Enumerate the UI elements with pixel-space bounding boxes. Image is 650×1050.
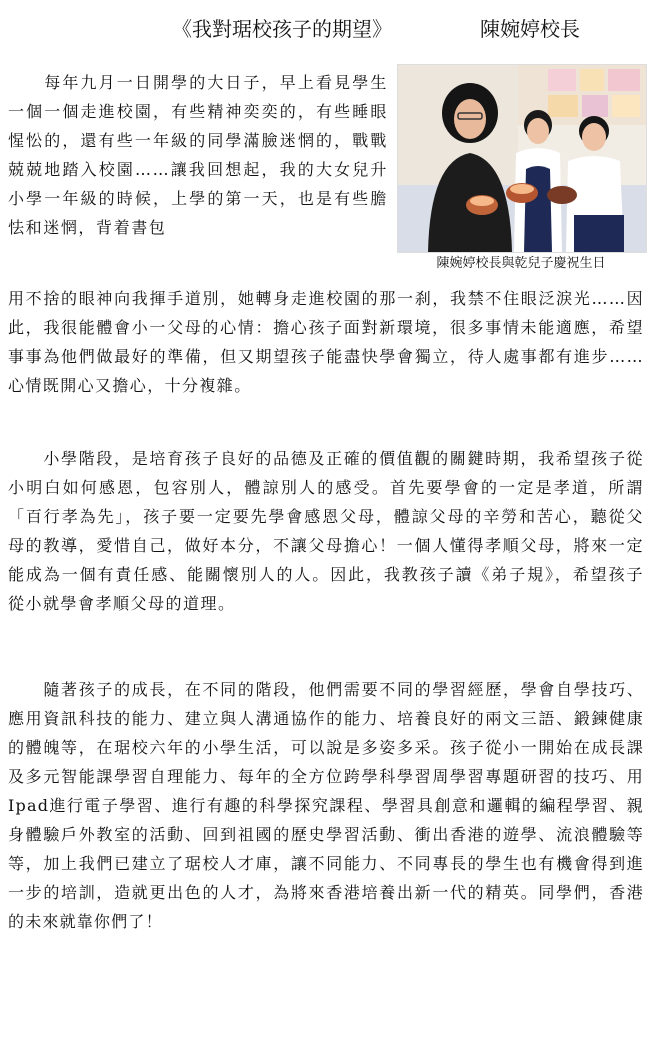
article-title: 《我對琚校孩子的期望》 bbox=[172, 17, 392, 41]
article-author: 陳婉婷校長 bbox=[480, 17, 580, 41]
photo-caption: 陳婉婷校長與乾兒子慶祝生日 bbox=[436, 256, 606, 271]
paragraph-1-top: 每年九月一日開學的大日子，早上看見學生一個一個走進校園，有些精神奕奕的，有些睡眼惺忪的，還有些一年級的同學滿臉迷惘的，戰戰兢兢地踏入校園……讓我回想起，我的大女兒升小學一年級的時候，上學的第一天，也是有些膽怯和迷惘，背着書包 bbox=[8, 73, 388, 237]
birthday-photo-illustration bbox=[398, 65, 646, 252]
paragraph-3: 隨著孩子的成長，在不同的階段，他們需要不同的學習經歷，學會自學技巧、應用資訊科技的能力、建立與人溝通協作的能力、培養良好的兩文三語、鍛鍊健康的體魄等，在琚校六年的小學生活，可以說是多姿多采。孩子從小一開始在成長課及多元智能課學習自理能力、每年的全方位跨學科學習周學習專題研習的技巧、用Ipad進行電子學習、進行有趣的科學探究課程、學習具創意和邏輯的編程學習、親身體驗戶外教室的活動、回到祖國的歷史學習活動、衝出香港的遊學、流浪體驗等等，加上我們已建立了琚校人才庫，讓不同能力、不同專長的學生也有機會得到進一步的培訓，造就更出色的人才，為將來香港培養出新一代的精英。同學們，香港的未來就靠你們了！ bbox=[8, 680, 644, 931]
paragraph-1-bottom: 用不捨的眼神向我揮手道別，她轉身走進校園的那一刹，我禁不住眼泛淚光……因此，我很能體會小一父母的心情：擔心孩子面對新環境，很多事情未能適應，希望事事為他們做最好的準備，但又期望孩子能盡快學會獨立，待人處事都有進步……心情既開心又擔心，十分複雜。 bbox=[8, 289, 644, 395]
birthday-photo bbox=[397, 64, 647, 253]
paragraph-2: 小學階段，是培育孩子良好的品德及正確的價值觀的關鍵時期，我希望孩子從小明白如何感恩，包容別人，體諒別人的感受。首先要學會的一定是孝道，所謂「百行孝為先」，孩子要一定要先學會感恩父母，體諒父母的辛勞和苦心，聽從父母的教導，愛惜自己，做好本分，不讓父母擔心！一個人懂得孝順父母，將來一定能成為一個有責任感、能關懷別人的人。因此，我教孩子讀《弟子規》，希望孩子從小就學會孝順父母的道理。 bbox=[8, 449, 644, 613]
